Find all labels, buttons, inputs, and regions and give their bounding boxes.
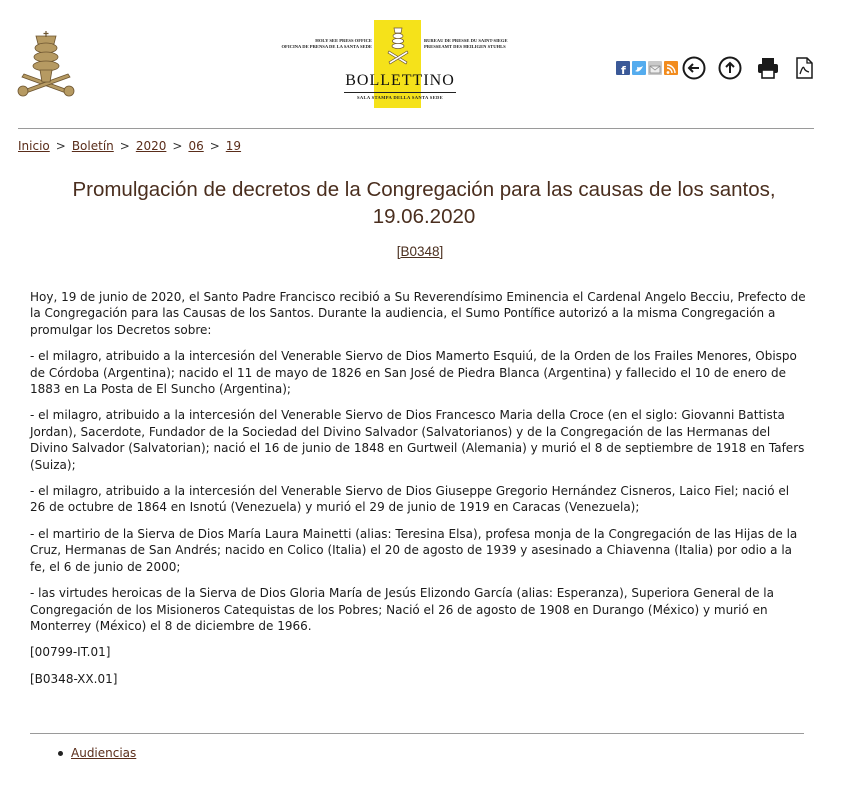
- bollettino-rule: [344, 92, 456, 93]
- breadcrumb-separator: >: [209, 139, 220, 153]
- link-audiencias[interactable]: Audiencias: [71, 746, 137, 760]
- reference-code: [B0348-XX.01]: [30, 671, 118, 686]
- breadcrumb-day[interactable]: 19: [225, 139, 242, 153]
- bulletin-code-prefix: [: [396, 244, 401, 259]
- article-paragraph: - el milagro, atribuido a la intercesión del Venerable Siervo de Dios Francesco Maria della Croce (en el siglo: Giovanni Battista Jordan), Sacerdote, Fundador de la Sociedad del Divino Salvador (Salvatorianos) y de la Congregación de las Hermanas del Divino Salvador (Salvatorian); nació el 16 de junio de 1848 en Gurtweil (Alemania) y murió el 8 de septiembre de 1918 en Tafers (Suiza);: [30, 408, 805, 472]
- breadcrumb-separator: >: [172, 139, 183, 153]
- page-title-line1: Promulgación de decretos de la Congregación para las causas de los santos,: [72, 178, 776, 201]
- breadcrumb-boletin[interactable]: Boletín: [71, 139, 114, 153]
- office-right-text: BUREAU DE PRESSE DU SAINT-SIEGE PRESSEAMT DES HEILIGEN STUHLS: [424, 38, 508, 49]
- bulletin-code: [20, 244, 820, 259]
- sala-stampa-text: SALA STAMPA DELLA SANTA SEDE: [356, 95, 443, 100]
- article-paragraph: - el milagro, atribuido a la intercesión del Venerable Siervo de Dios Mamerto Esquiú, de la Orden de los Frailes Menores, Obispo de Córdoba (Argentina); nacido el 11 de mayo de 1826 en San José de Piedra Blanca (Argentina) y fallecido el 10 de enero de 1883 en La Posta de El Suncho (Argentina);: [30, 349, 797, 397]
- print-icon[interactable]: [756, 56, 780, 80]
- breadcrumb: [18, 139, 241, 153]
- bollettino-title: BOLLETTINO: [345, 72, 455, 89]
- article-paragraph: - el martirio de la Sierva de Dios María Laura Mainetti (alias: Teresina Elsa), profesa monja de la Congregación de las Hijas de la Cruz, Hermanas de San Andrés; nacido en Colico (Italia) el 20 de agosto de 1939 y asesinado a Chiavenna (Italia) por odio a la fe, el 6 de junio de 2000;: [30, 526, 798, 574]
- article-body: [30, 289, 806, 697]
- papal-crest-icon: [14, 30, 78, 98]
- article-paragraph: Hoy, 19 de junio de 2020, el Santo Padre Francisco recibió a Su Reverendísimo Eminencia el Cardenal Angelo Becciu, Prefecto de la Congregación para las Causas de los Santos. Durante la audiencia, el Sumo Pontífice autorizó a la misma Congregación a promulgar los Decretos sobre:: [30, 290, 806, 337]
- rss-icon[interactable]: [664, 61, 678, 75]
- bullet-icon: [58, 751, 63, 756]
- bulletin-code-link[interactable]: B0348: [400, 244, 440, 259]
- pdf-icon[interactable]: [792, 56, 816, 80]
- breadcrumb-inicio[interactable]: Inicio: [18, 139, 50, 153]
- breadcrumb-month[interactable]: 06: [188, 139, 204, 153]
- email-icon[interactable]: [648, 61, 662, 75]
- bollettino-logo[interactable]: [270, 20, 530, 108]
- breadcrumb-separator: >: [119, 139, 130, 153]
- up-arrow-icon[interactable]: [718, 56, 742, 80]
- breadcrumb-separator: >: [55, 139, 66, 153]
- header: [0, 0, 855, 112]
- related-links: [58, 746, 136, 760]
- breadcrumb-year[interactable]: 2020: [135, 139, 167, 153]
- office-left-text: HOLY SEE PRESS OFFICE OFICINA DE PRENSA DE LA SANTA SEDE: [281, 38, 372, 49]
- bulletin-code-suffix: ]: [439, 244, 444, 259]
- twitter-icon[interactable]: [632, 61, 646, 75]
- article-paragraph: - las virtudes heroicas de la Sierva de Dios Gloria María de Jesús Elizondo García (alias: Esperanza), Superiora General de la Congregación de los Misioneros Catequistas de los Pobres; Nació el 26 de agosto de 1908 en Durango (México) y murió en Monterrey (México) el 8 de diciembre de 1966.: [30, 586, 774, 633]
- reference-code: [00799-IT.01]: [30, 645, 111, 660]
- logo-crest-icon: [386, 24, 410, 70]
- page-title-line2: 19.06.2020: [372, 205, 476, 228]
- article-paragraph: - el milagro, atribuido a la intercesión del Venerable Siervo de Dios Giuseppe Gregorio Hernández Cisneros, Laico Fiel; nació el 26 de octubre de 1864 en Isnotú (Venezuela) y murió el 29 de junio de 1919 en Caracas (Venezuela);: [30, 484, 790, 515]
- page-title: [20, 176, 828, 230]
- back-arrow-icon[interactable]: [682, 56, 706, 80]
- facebook-icon[interactable]: [616, 61, 630, 75]
- header-divider: [18, 128, 814, 129]
- footer-divider: [30, 733, 804, 734]
- svg-text:f: f: [621, 64, 626, 76]
